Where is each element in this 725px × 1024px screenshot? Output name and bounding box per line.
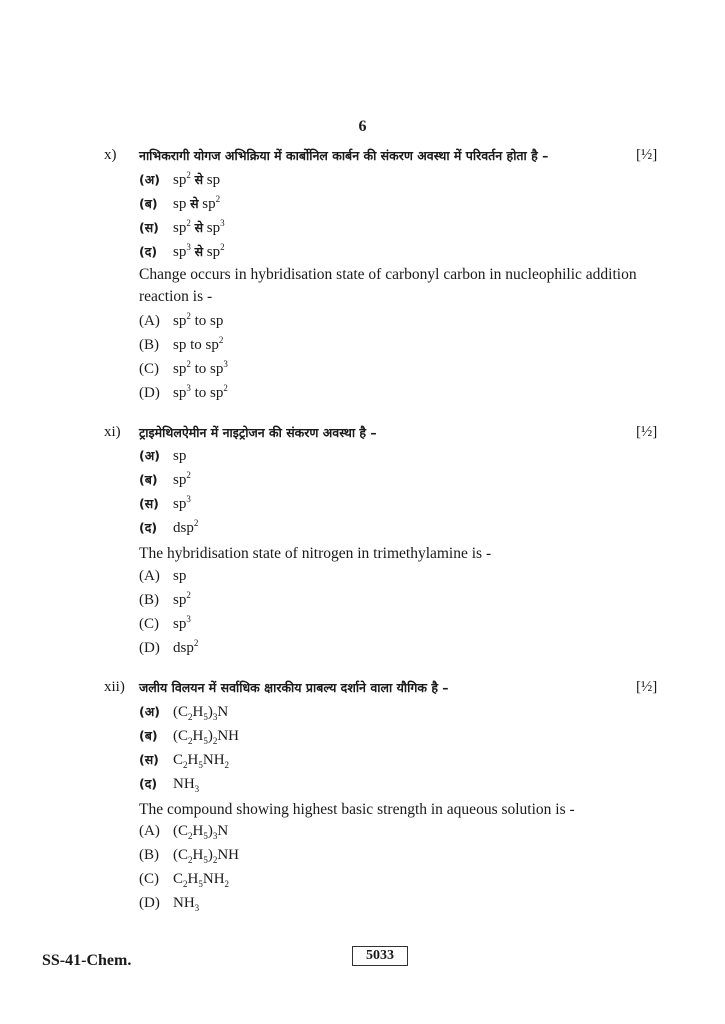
- formula-text: (C: [173, 847, 188, 863]
- option-value: [173, 520, 198, 537]
- term-b: sp: [206, 244, 221, 260]
- option-label: (स): [139, 220, 159, 235]
- question-hindi-text: ट्राइमेथिलऐमीन में नाइट्रोजन की संकरण अवस्था है –: [139, 425, 377, 440]
- term-a: sp: [173, 337, 187, 353]
- chemical-formula: [173, 728, 239, 745]
- option-base: sp: [173, 496, 187, 512]
- separator: से: [194, 172, 204, 187]
- option-superscript: 3: [186, 494, 191, 504]
- term-a-superscript: 2: [186, 311, 191, 321]
- option-label: (A): [139, 313, 160, 329]
- option-superscript: 2: [186, 470, 191, 480]
- option: [139, 471, 191, 489]
- option-label: (ब): [139, 196, 158, 211]
- formula-subscript: 2: [212, 736, 218, 746]
- term-a-superscript: 3: [186, 242, 191, 252]
- formula-text: C: [173, 752, 184, 768]
- formula-subscript: 5: [203, 855, 208, 865]
- separator: to: [194, 313, 207, 329]
- option-value: [173, 640, 198, 657]
- option-value: [173, 496, 191, 513]
- option: [139, 568, 186, 585]
- formula-subscript: 5: [203, 736, 208, 746]
- formula-text: NH: [202, 871, 225, 887]
- option: [139, 727, 239, 745]
- option: [139, 361, 228, 378]
- chemical-formula: [173, 871, 229, 888]
- option-value: [173, 568, 186, 585]
- formula-subscript: 3: [194, 784, 200, 794]
- formula-subscript: 5: [198, 760, 203, 770]
- term-b: sp: [210, 313, 224, 329]
- option-value: [173, 385, 228, 402]
- formula-text: (C: [173, 704, 188, 720]
- formula-subscript: 3: [212, 831, 218, 841]
- formula-text: (C: [173, 728, 188, 744]
- formula-text: NH: [173, 895, 195, 911]
- option: [139, 519, 198, 537]
- option-base: sp: [173, 616, 187, 632]
- question-english-text: The hybridisation state of nitrogen in trimethylamine is -: [139, 545, 492, 562]
- question-number: x): [104, 147, 117, 163]
- separator: to: [194, 361, 207, 377]
- term-a-superscript: 2: [186, 359, 191, 369]
- formula-subscript: 5: [203, 712, 208, 722]
- formula-text: NH: [202, 752, 225, 768]
- option-value: [173, 243, 225, 261]
- option: [139, 592, 191, 609]
- option-label: (D): [139, 895, 160, 911]
- term-b-superscript: 2: [215, 194, 221, 204]
- page-number: 6: [358, 118, 367, 135]
- option-label: (C): [139, 616, 159, 632]
- term-a: sp: [173, 313, 187, 329]
- option: [139, 640, 198, 657]
- option: [139, 337, 223, 354]
- option-label: (A): [139, 823, 160, 839]
- question-english-text: The compound showing highest basic strength in aqueous solution is -: [139, 801, 575, 818]
- option: [139, 219, 225, 237]
- term-b-superscript: 3: [223, 359, 228, 369]
- term-b: sp: [206, 220, 221, 236]
- term-b: sp: [205, 337, 219, 353]
- paper-code: SS-41-Chem.: [42, 952, 132, 969]
- option: [139, 447, 186, 465]
- formula-text: C: [173, 871, 184, 887]
- formula-subscript: 2: [183, 879, 188, 889]
- formula-text: H: [192, 847, 204, 863]
- formula-text: H: [187, 752, 199, 768]
- question-marks: [½]: [636, 147, 658, 163]
- formula-subscript: 5: [203, 831, 208, 841]
- option-value: [173, 472, 191, 489]
- option-label: (ब): [139, 472, 158, 487]
- english-line-1: Change occurs in hybridisation state of carbonyl carbon in nucleophilic addition: [139, 266, 637, 283]
- option-base: dsp: [173, 520, 194, 536]
- chemical-formula: [173, 776, 199, 793]
- term-a: sp: [173, 196, 187, 212]
- formula-text: (C: [173, 823, 188, 839]
- chemical-formula: [173, 847, 239, 864]
- option-value: [173, 171, 220, 189]
- chemical-formula: [173, 823, 228, 840]
- separator: से: [194, 220, 204, 235]
- term-b-superscript: 2: [220, 242, 225, 252]
- formula-text: H: [192, 823, 204, 839]
- option-label: (द): [139, 520, 158, 535]
- formula-subscript: 3: [212, 712, 218, 722]
- option: [139, 847, 239, 864]
- formula-text: NH: [217, 847, 240, 863]
- term-a: sp: [173, 361, 187, 377]
- formula-subscript: 2: [188, 736, 193, 746]
- option-superscript: 3: [186, 614, 191, 624]
- option-value: [173, 592, 191, 609]
- formula-text: NH: [173, 776, 195, 792]
- term-a: sp: [173, 244, 187, 260]
- formula-subscript: 2: [188, 855, 193, 865]
- formula-subscript: 2: [224, 760, 230, 770]
- option-label: (स): [139, 752, 159, 767]
- option: [139, 775, 199, 793]
- option-label: (ब): [139, 728, 158, 743]
- chemical-formula: [173, 895, 199, 912]
- option-label: (B): [139, 592, 159, 608]
- formula-text: N: [217, 704, 229, 720]
- option: [139, 243, 225, 261]
- term-b: sp: [210, 385, 224, 401]
- formula-subscript: 2: [183, 760, 188, 770]
- question-hindi-text: जलीय विलयन में सर्वाधिक क्षारकीय प्राबल्य दर्शाने वाला यौगिक है –: [139, 680, 449, 695]
- term-b: sp: [202, 196, 216, 212]
- question-number: xi): [104, 424, 121, 440]
- formula-subscript: 3: [194, 903, 200, 913]
- option-value: [173, 337, 223, 354]
- option: [139, 823, 228, 840]
- term-b-superscript: 2: [223, 383, 228, 393]
- option-label: (C): [139, 871, 159, 887]
- paper-number-box: 5033: [352, 946, 408, 966]
- option-value: [173, 313, 223, 330]
- term-b-superscript: 3: [220, 218, 225, 228]
- option-label: (D): [139, 385, 160, 401]
- term-b-superscript: 2: [218, 335, 224, 345]
- option-label: (D): [139, 640, 160, 656]
- term-a: sp: [173, 220, 187, 236]
- formula-text: ): [207, 704, 213, 720]
- option-value: [173, 361, 228, 378]
- option: [139, 195, 220, 213]
- formula-text: H: [192, 704, 204, 720]
- option: [139, 871, 229, 888]
- formula-subscript: 2: [224, 879, 230, 889]
- option-base: sp: [173, 448, 187, 464]
- separator: to: [194, 385, 207, 401]
- formula-text: H: [192, 728, 204, 744]
- question-number: xii): [104, 679, 125, 695]
- question-english-text: [139, 264, 664, 308]
- option-label: (B): [139, 337, 159, 353]
- option-base: dsp: [173, 640, 194, 656]
- chemical-formula: [173, 752, 229, 769]
- option-label: (अ): [139, 448, 160, 463]
- question-marks: [½]: [636, 679, 658, 695]
- separator: से: [190, 196, 199, 211]
- term-a-superscript: 2: [186, 218, 191, 228]
- question-marks: [½]: [636, 424, 658, 440]
- term-b: sp: [206, 172, 221, 188]
- term-b: sp: [210, 361, 224, 377]
- option-base: sp: [173, 472, 187, 488]
- formula-text: NH: [217, 728, 240, 744]
- option: [139, 495, 191, 513]
- option-value: [173, 195, 220, 213]
- english-line-2: reaction is -: [139, 288, 213, 305]
- formula-subscript: 2: [188, 712, 193, 722]
- option-superscript: 2: [193, 638, 199, 648]
- chemical-formula: [173, 704, 228, 721]
- option-label: (द): [139, 776, 158, 791]
- option: [139, 895, 199, 912]
- option: [139, 703, 228, 721]
- option-value: [173, 219, 225, 237]
- option-base: sp: [173, 592, 187, 608]
- formula-subscript: 2: [188, 831, 193, 841]
- option-value: [173, 448, 186, 465]
- option-label: (A): [139, 568, 160, 584]
- option-superscript: 2: [193, 518, 199, 528]
- separator: to: [190, 337, 202, 353]
- option-label: (द): [139, 244, 158, 259]
- formula-text: ): [207, 847, 213, 863]
- formula-text: ): [207, 728, 213, 744]
- option-label: (B): [139, 847, 159, 863]
- option-label: (C): [139, 361, 159, 377]
- option-label: (अ): [139, 704, 160, 719]
- option: [139, 171, 220, 189]
- formula-text: N: [217, 823, 229, 839]
- term-a: sp: [173, 385, 187, 401]
- option-label: (स): [139, 496, 159, 511]
- option-label: (अ): [139, 172, 160, 187]
- option: [139, 385, 228, 402]
- option-superscript: 2: [186, 590, 191, 600]
- formula-text: ): [207, 823, 213, 839]
- option: [139, 313, 223, 330]
- option-base: sp: [173, 568, 187, 584]
- option: [139, 751, 229, 769]
- question-hindi-text: नाभिकरागी योगज अभिक्रिया में कार्बोनिल कार्बन की संकरण अवस्था में परिवर्तन होता है –: [139, 148, 549, 163]
- term-a-superscript: 2: [186, 170, 191, 180]
- option-value: [173, 616, 191, 633]
- formula-subscript: 2: [212, 855, 218, 865]
- term-a-superscript: 3: [186, 383, 191, 393]
- formula-subscript: 5: [198, 879, 203, 889]
- term-a: sp: [173, 172, 187, 188]
- option: [139, 616, 191, 633]
- formula-text: H: [187, 871, 199, 887]
- separator: से: [194, 244, 204, 259]
